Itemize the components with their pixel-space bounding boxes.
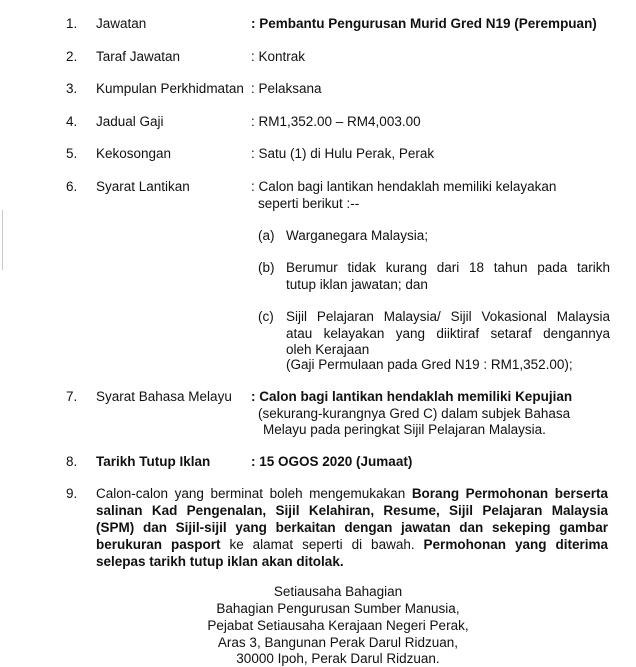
item-9-line5: selepas tarikh tutup iklan akan ditolak.: [96, 554, 344, 569]
item-9-line1-text: Calon-calon yang berminat boleh mengemukakan: [96, 486, 412, 501]
item-8-number: 8.: [66, 454, 78, 469]
item-9-line4-text: ke alamat seperti di bawah.: [220, 537, 424, 552]
address-line-4: Aras 3, Bangunan Perak Darul Ridzuan,: [217, 635, 459, 650]
item-7-line1-bold: Kepujian: [515, 389, 573, 404]
address-line-2: Bahagian Pengurusan Sumber Manusia,: [216, 601, 460, 616]
item-9-line4-bold-b: Permohonan yang diterima: [423, 537, 608, 552]
item-9-line2: salinan Kad Pengenalan, Sijil Kelahiran, Resume, Sijil Pelajaran Malaysia: [96, 503, 608, 518]
item-6b-letter: (b): [258, 260, 275, 275]
item-9-line1: [96, 485, 608, 502]
item-4-label: Jadual Gaji: [96, 114, 164, 129]
item-6a-letter: (a): [258, 228, 275, 243]
item-9-line4: [96, 536, 608, 553]
item-2-value: : Kontrak: [251, 49, 306, 64]
item-7-line1-start: : Calon bagi lantikan hendaklah memiliki: [251, 389, 516, 404]
item-5-number: 5.: [66, 146, 78, 161]
item-6b-line2: tutup iklan jawatan; dan: [286, 277, 428, 292]
item-6b-line1: Berumur tidak kurang dari 18 tahun pada tarikh: [286, 260, 610, 275]
item-6-label: Syarat Lantikan: [96, 179, 190, 194]
item-6c-line2: atau kelayakan yang diiktiraf setaraf dengannya: [286, 326, 610, 341]
address-line-1: Setiausaha Bahagian: [273, 584, 403, 599]
item-6c-line3: oleh Kerajaan: [286, 342, 370, 357]
item-2-label: Taraf Jawatan: [96, 49, 181, 64]
item-9-number: 9.: [66, 486, 78, 501]
item-4-number: 4.: [66, 114, 78, 129]
item-7-label: Syarat Bahasa Melayu: [96, 389, 232, 404]
item-7-line3: Melayu pada peringkat Sijil Pelajaran Malaysia.: [263, 422, 546, 437]
item-6c-letter: (c): [258, 309, 274, 324]
item-6c-line4: (Gaji Permulaan pada Gred N19 : RM1,352.00);: [286, 357, 573, 372]
scan-edge-mark: [2, 210, 3, 270]
item-7-number: 7.: [66, 389, 78, 404]
item-6-number: 6.: [66, 179, 78, 194]
item-1-number: 1.: [66, 16, 78, 31]
item-3-label: Kumpulan Perkhidmatan: [96, 81, 244, 96]
item-3-number: 3.: [66, 81, 78, 96]
item-7-line2: (sekurang-kurangnya Gred C) dalam subjek Bahasa: [258, 406, 571, 421]
item-4-value: : RM1,352.00 – RM4,003.00: [251, 114, 421, 129]
item-6a-text: Warganegara Malaysia;: [286, 228, 429, 243]
item-6-intro-line2: seperti berikut :--: [258, 196, 360, 211]
item-6-intro-line1: : Calon bagi lantikan hendaklah memiliki kelayakan: [251, 179, 557, 194]
item-9-line1-bold: Borang Permohonan berserta: [411, 486, 609, 501]
item-1-label: Jawatan: [96, 16, 147, 31]
item-5-label: Kekosongan: [96, 146, 172, 161]
item-7-line1: [251, 388, 572, 405]
item-5-value: : Satu (1) di Hulu Perak, Perak: [251, 146, 435, 161]
item-9-line3: (SPM) dan Sijil-sijil yang berkaitan dengan jawatan dan sekeping gambar: [96, 520, 608, 535]
address-line-3: Pejabat Setiausaha Kerajaan Negeri Perak,: [207, 618, 469, 633]
item-1-value: : Pembantu Pengurusan Murid Gred N19 (Perempuan): [251, 16, 597, 31]
address-line-5: 30000 Ipoh, Perak Darul Ridzuan.: [236, 651, 440, 666]
item-8-label: Tarikh Tutup Iklan: [96, 454, 211, 469]
item-8-value: : 15 OGOS 2020 (Jumaat): [251, 454, 413, 469]
item-3-value: : Pelaksana: [251, 81, 322, 96]
item-2-number: 2.: [66, 49, 78, 64]
item-6c-line1: Sijil Pelajaran Malaysia/ Sijil Vokasional Malaysia: [286, 309, 610, 324]
item-9-line4-bold-a: berukuran pasport: [96, 537, 221, 552]
